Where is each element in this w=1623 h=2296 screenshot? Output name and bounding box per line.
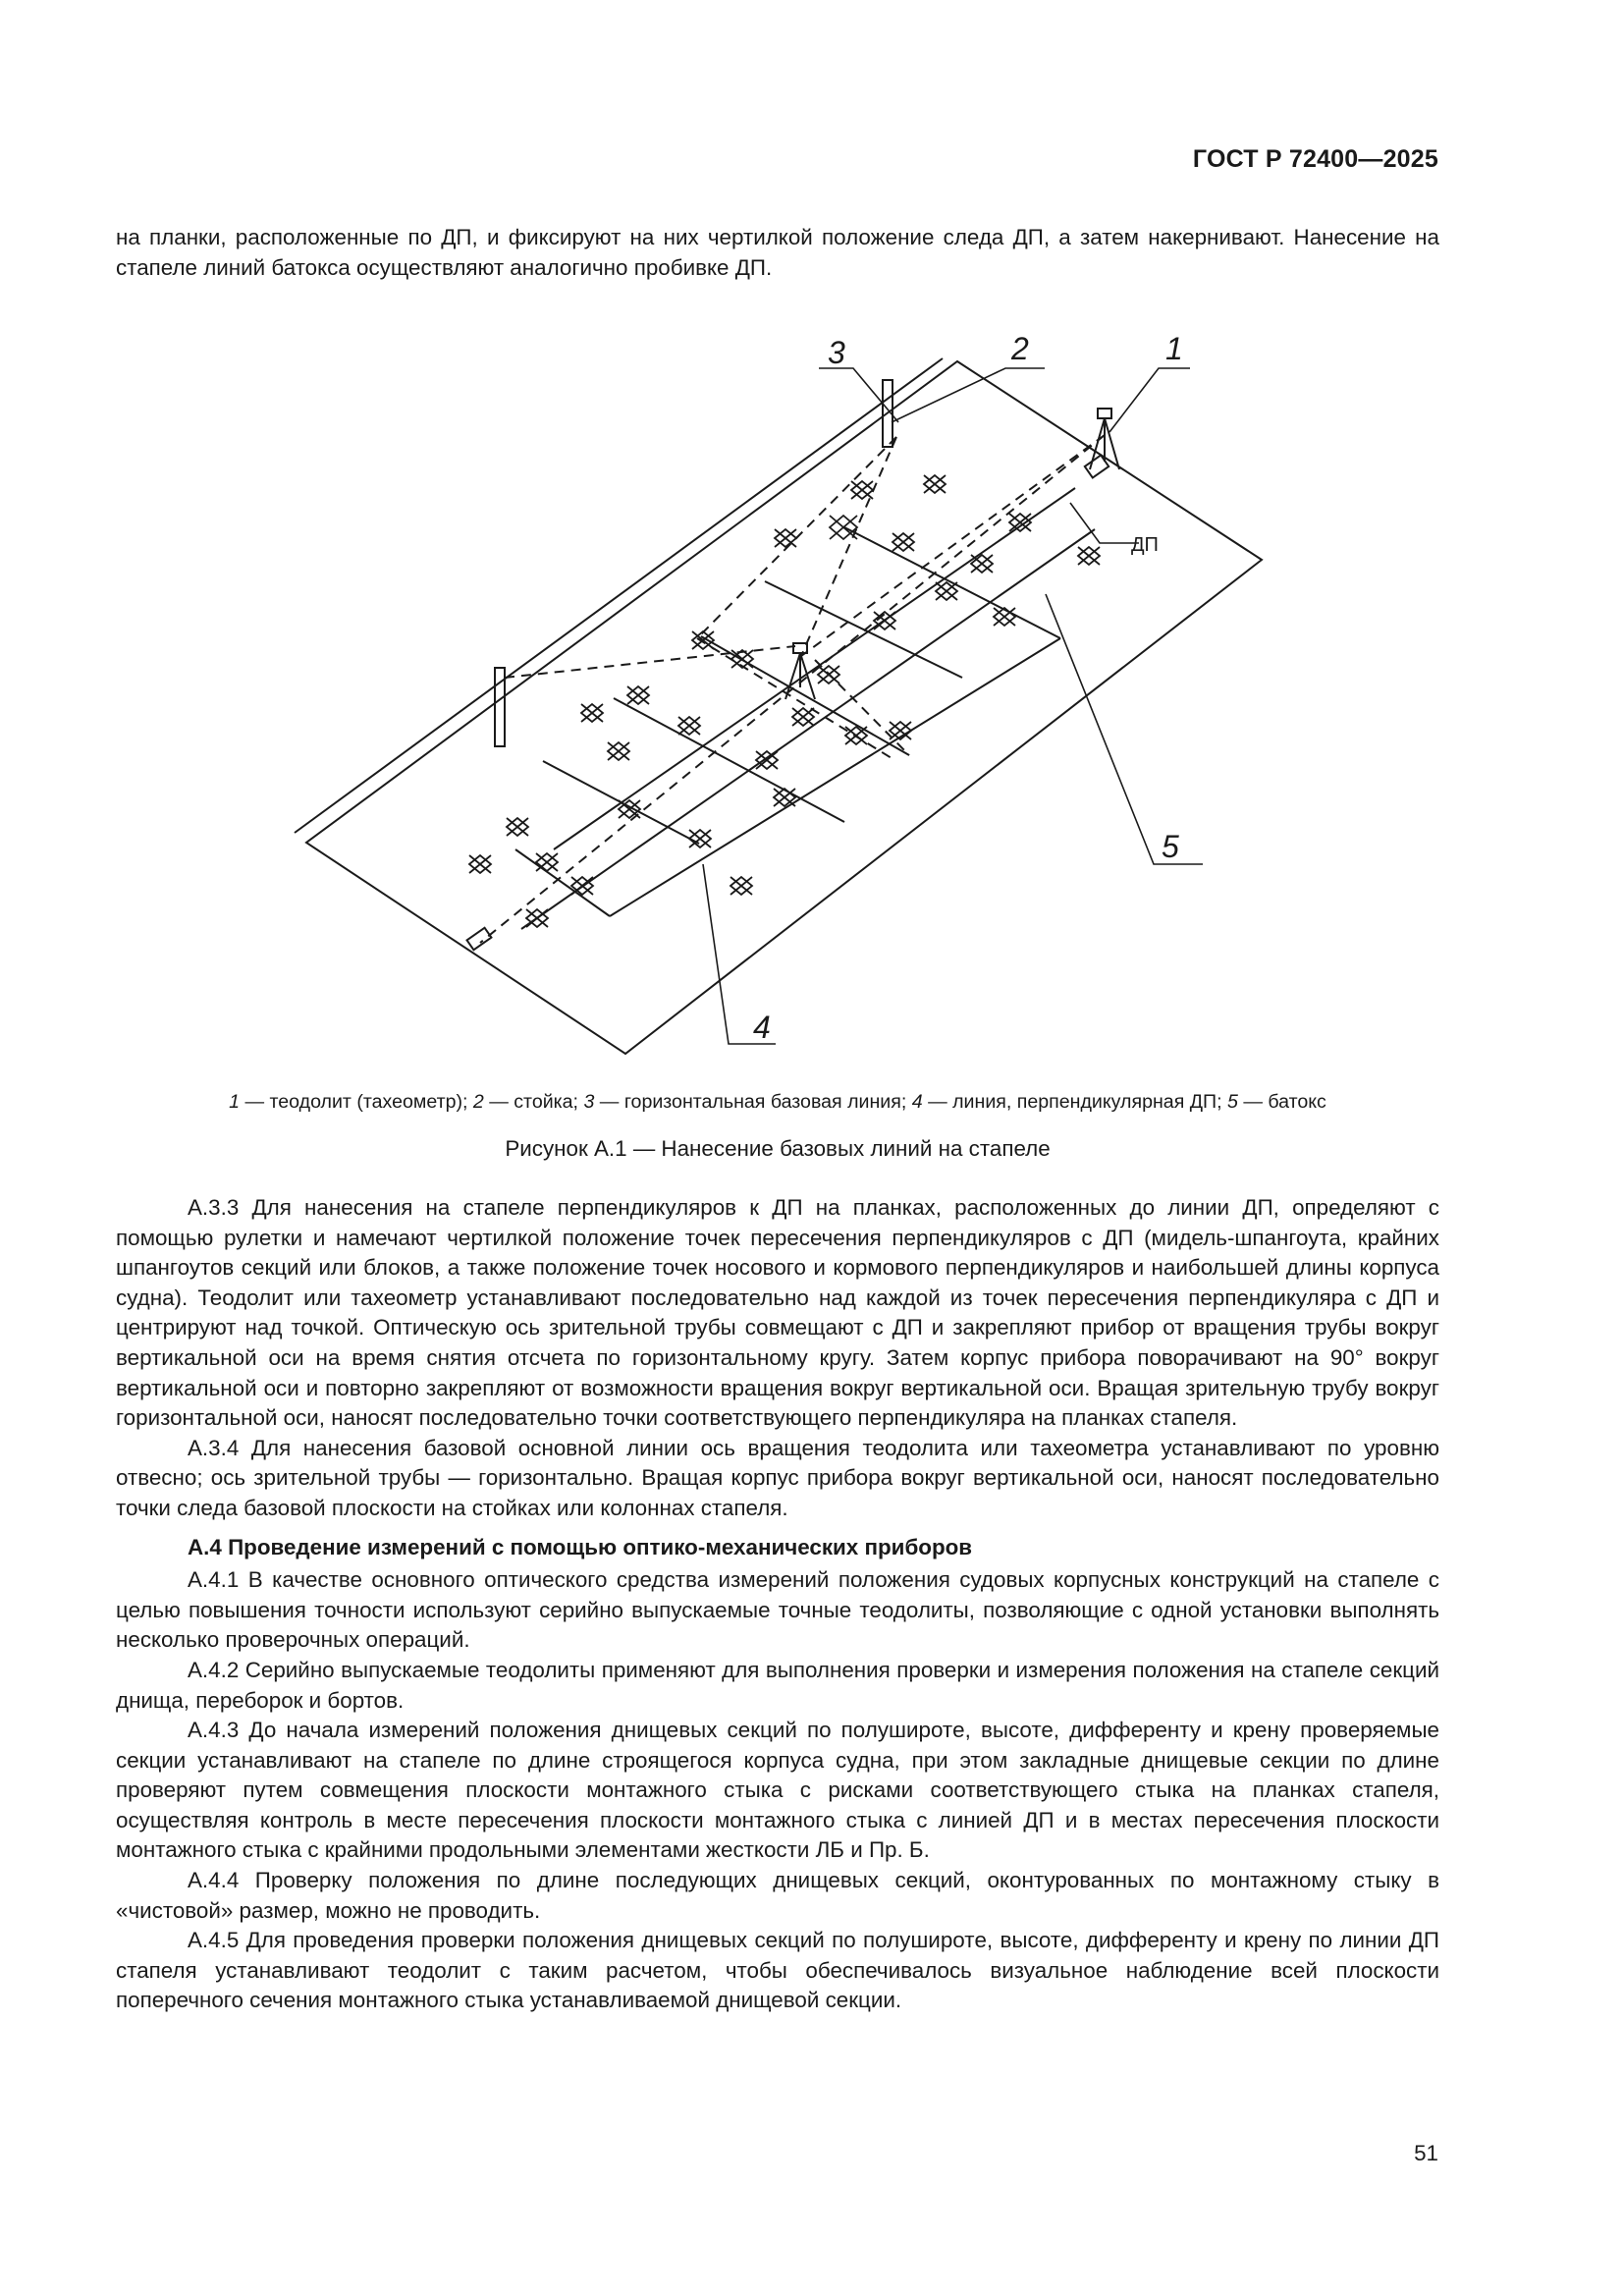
intro-paragraph — [116, 223, 1439, 283]
cross-markers — [469, 475, 1100, 927]
legend-text-4: — линия, перпендикулярная ДП; — [922, 1091, 1227, 1113]
body-text — [116, 1193, 1439, 2016]
callout-dp: ДП — [1131, 534, 1159, 556]
intro-text: на планки, расположенные по ДП, и фиксируют на них чертилкой положение следа ДП, а затем накернивают. Нанесение на стапеле линий батокса осуществляют аналогично пробивке ДП. — [116, 225, 1439, 280]
callout-2: 2 — [1011, 331, 1029, 366]
callout-leaders — [703, 368, 1203, 1044]
stand-left — [495, 668, 505, 746]
figure-title: Рисунок А.1 — Нанесение базовых линий на стапеле — [505, 1136, 1051, 1161]
page-number: 51 — [1414, 2141, 1438, 2165]
theodolite-main — [1085, 409, 1119, 477]
paragraph-a43: А.4.3 До начала измерений положения днищевых секций по полуширотe, высоте, дифференту и крену проверяемые секции устанавливают на стапеле по длине строящегося корпуса судна, при этом закладные днищевые секции по длине проверяют путем совмещения плоскости монтажного стыка с рисками соответствующего стыка на планках стапеля, осуществляя контроль в месте пересечения плоскости монтажного стыка с линией ДП и в местах пересечения плоскости монтажного стыка с крайними продольными элементами жесткости ЛБ и Пр. Б. — [116, 1718, 1439, 1863]
legend-text-1: — теодолит (тахеометр); — [240, 1091, 473, 1113]
target-marker — [467, 928, 492, 950]
document-header: ГОСТ Р 72400—2025 — [1192, 145, 1438, 173]
paragraph-a34: А.3.4 Для нанесения базовой основной линии ось вращения теодолита или тахеометра устанавливают по уровню отвесно; ось зрительной трубы — горизонтально. Вращая корпус прибора вокруг вертикальной оси, наносят последовательно точки следа базовой плоскости на стойках или колоннах стапеля. — [116, 1435, 1439, 1520]
legend-num-3: 3 — [583, 1091, 595, 1113]
legend-num-5: 5 — [1226, 1091, 1238, 1113]
callout-1: 1 — [1165, 331, 1183, 366]
legend-num-1: 1 — [229, 1091, 241, 1113]
callout-4: 4 — [753, 1010, 771, 1045]
callout-3: 3 — [828, 335, 845, 370]
theodolite-middle — [785, 643, 815, 699]
perpendicular-lines — [515, 527, 1070, 916]
paragraph-a44: А.4.4 Проверку положения по длине последующих днищевых секций, оконтурованных по монтажному стыку в «чистовой» размер, можно не проводить. — [116, 1868, 1439, 1923]
paragraph-a45: А.4.5 Для проведения проверки положения днищевых секций по полуширотe, высоте, дифференту и крену по линии ДП стапеля устанавливают теодолит с таким расчетом, чтобы обеспечивалось визуальное наблюдение всей плоскости поперечного сечения монтажного стыка устанавливаемой днищевой секции. — [116, 1928, 1439, 2013]
legend-text-3: — горизонтальная базовая линия; — [594, 1091, 912, 1113]
legend-num-2: 2 — [472, 1091, 484, 1113]
section-heading-a4: А.4 Проведение измерений с помощью оптико-механических приборов — [188, 1534, 973, 1559]
callout-5: 5 — [1162, 829, 1179, 864]
sightlines — [480, 435, 1105, 943]
slipway-plate — [306, 361, 1262, 1054]
paragraph-a41: А.4.1 В качестве основного оптического средства измерений положения судовых корпусных конструкций на стапеле с целью повышения точности используют серийно выпускаемые точные теодолиты, позволяющие с одной установки выполнять несколько проверочных операций. — [116, 1567, 1439, 1653]
paragraph-a33: А.3.3 Для нанесения на стапеле перпендикуляров к ДП на планках, расположенных до линии ДП, определяют с помощью рулетки и намечают чертилкой положение точек пересечения перпендикуляров с ДП (мидель-шпангоута, крайних шпангоутов секций или блоков, а также положение точек носового и кормового перпендикуляров и наибольшей длины корпуса судна). Теодолит или тахеометр устанавливают последовательно над каждой из точек пересечения перпендикуляра с ДП и центрируют над точкой. Оптическую ось зрительной трубы совмещают с ДП и закрепляют прибор от вращения трубы вокруг вертикальной оси на время снятия отсчета по горизонтальному кругу. Затем корпус прибора поворачивают на 90° вокруг вертикальной оси и повторно закрепляют от возможности вращения вокруг вертикальной оси. Вращая зрительную трубу вокруг горизонтальной оси, наносят последовательно точки соответствующего перпендикуляра на планках стапеля. — [116, 1195, 1439, 1431]
legend-text-2: — стойка; — [483, 1091, 584, 1113]
legend-num-4: 4 — [911, 1091, 923, 1113]
paragraph-a42: А.4.2 Серийно выпускаемые теодолиты применяют для выполнения проверки и измерения положения на стапеле секций днища, переборок и бортов. — [116, 1657, 1439, 1713]
longitudinal-rows — [521, 488, 1095, 929]
stand-top — [883, 380, 893, 447]
figure-legend — [116, 1091, 1439, 1114]
base-line — [295, 358, 943, 833]
legend-text-5: — батокс — [1237, 1091, 1326, 1113]
